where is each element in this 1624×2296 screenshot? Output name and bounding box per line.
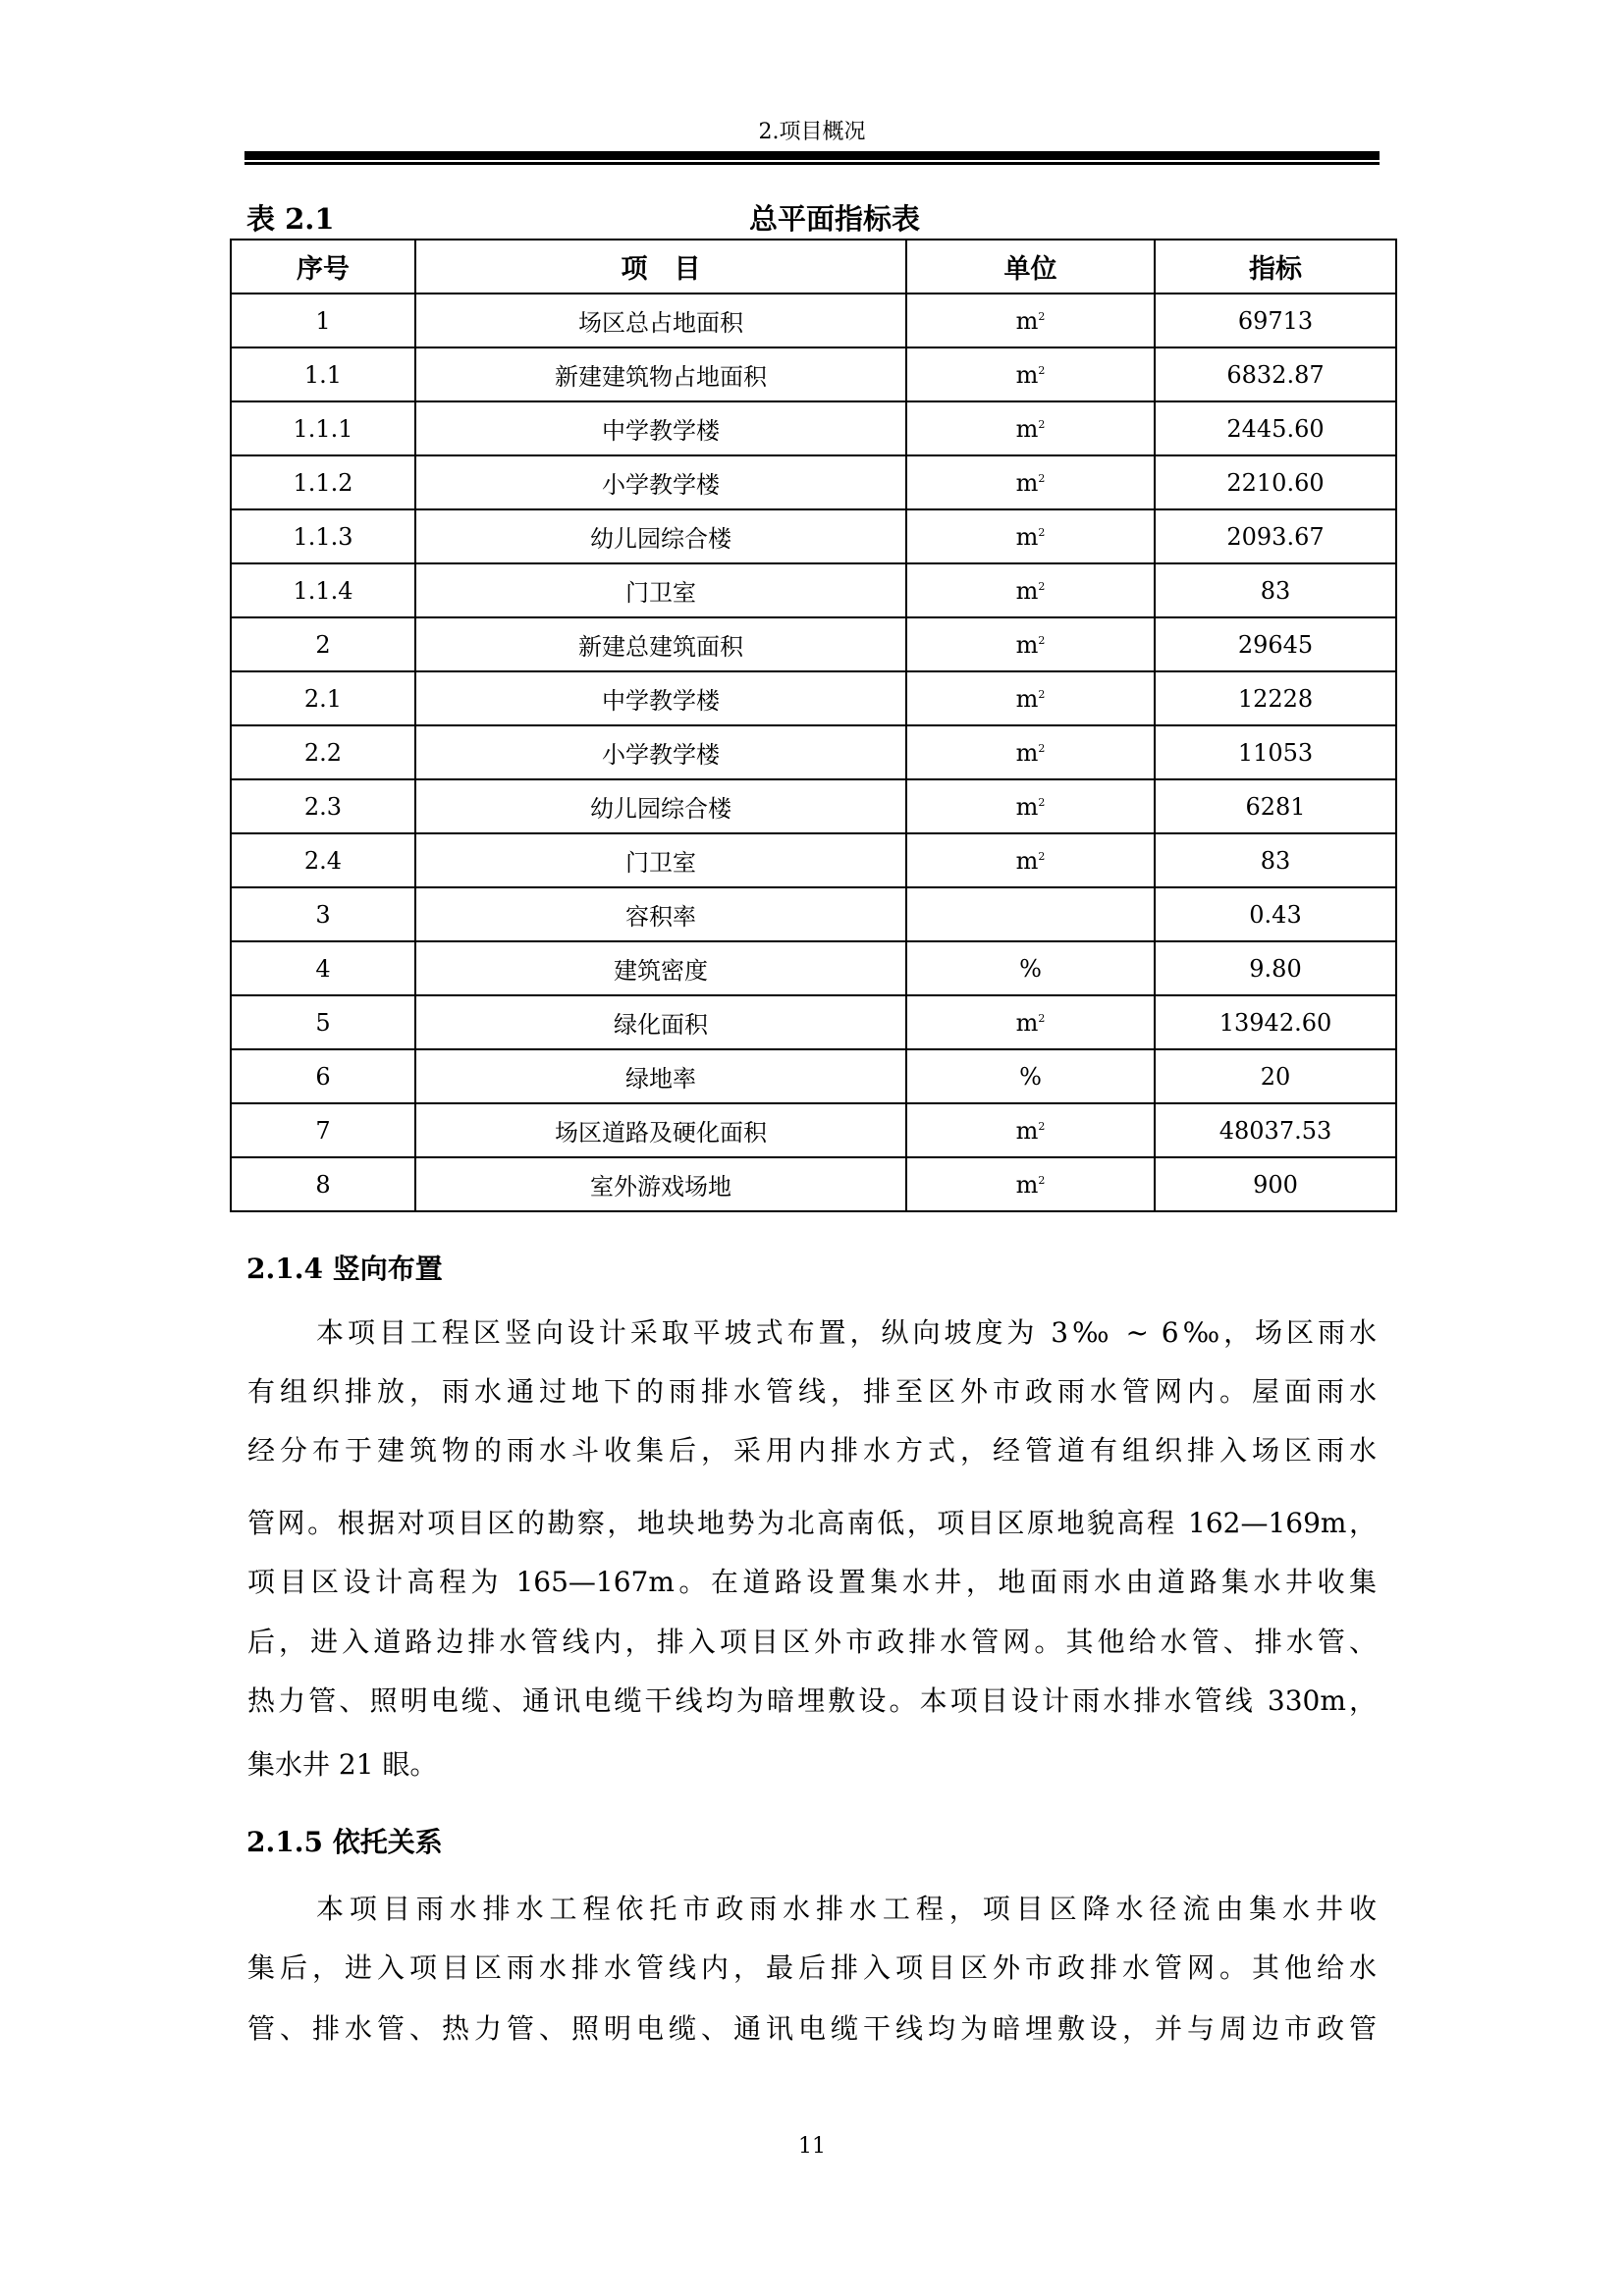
- cell-unit: $m^2$: [906, 347, 1155, 401]
- cell-item: 容积率: [415, 887, 906, 941]
- unit-superscript: 2: [1038, 309, 1046, 323]
- cell-no: 3: [231, 887, 415, 941]
- cell-no: 1.1.1: [231, 401, 415, 455]
- cell-item: 中学教学楼: [415, 401, 906, 455]
- body-line: 经分布于建筑物的雨水斗收集后，采用内排水方式，经管道有组织排入场区雨水: [247, 1434, 1377, 1467]
- cell-unit: %: [906, 1049, 1155, 1103]
- unit-superscript: 2: [1038, 417, 1046, 431]
- cell-item: 幼儿园综合楼: [415, 779, 906, 833]
- cell-value: 12228: [1155, 671, 1396, 725]
- cell-value: 2210.60: [1155, 455, 1396, 509]
- cell-item: 小学教学楼: [415, 455, 906, 509]
- body-line: 集水井 21 眼。: [247, 1748, 438, 1781]
- unit-superscript: 2: [1038, 633, 1046, 647]
- header-no: 序号: [231, 240, 415, 294]
- cell-item: 场区总占地面积: [415, 294, 906, 347]
- cell-item: 小学教学楼: [415, 725, 906, 779]
- cell-unit: $m^2$: [906, 455, 1155, 509]
- cell-unit: [906, 887, 1155, 941]
- unit-superscript: 2: [1038, 363, 1046, 377]
- cell-item: 门卫室: [415, 563, 906, 617]
- cell-no: 1: [231, 294, 415, 347]
- cell-value: 900: [1155, 1157, 1396, 1211]
- table-row: [231, 995, 1396, 1049]
- cell-unit: $m^2$: [906, 779, 1155, 833]
- cell-unit: $m^2$: [906, 833, 1155, 887]
- cell-value: 20: [1155, 1049, 1396, 1103]
- body-line: 项目区设计高程为 165—167m。在道路设置集水井，地面雨水由道路集水井收集: [247, 1566, 1377, 1598]
- table-row: [231, 347, 1396, 401]
- unit-superscript: 2: [1038, 1011, 1046, 1025]
- section-heading-2-1-5: 2.1.5 依托关系: [246, 1826, 443, 1858]
- body-line: 管、排水管、热力管、照明电缆、通讯电缆干线均为暗埋敷设，并与周边市政管: [247, 2012, 1377, 2045]
- cell-no: 2.1: [231, 671, 415, 725]
- unit-superscript: 2: [1038, 579, 1046, 593]
- body-line: 集后，进入项目区雨水排水管线内，最后排入项目区外市政排水管网。其他给水: [247, 1951, 1377, 1984]
- cell-unit: $m^2$: [906, 1157, 1155, 1211]
- unit-superscript: 2: [1038, 687, 1046, 701]
- cell-unit: $m^2$: [906, 563, 1155, 617]
- table-row: [231, 887, 1396, 941]
- cell-unit: $m^2$: [906, 617, 1155, 671]
- table-row: [231, 294, 1396, 347]
- table-row: [231, 563, 1396, 617]
- unit-superscript: 2: [1038, 1173, 1046, 1187]
- table-row: [231, 725, 1396, 779]
- section-heading-2-1-4: 2.1.4 竖向布置: [246, 1253, 443, 1285]
- cell-no: 6: [231, 1049, 415, 1103]
- cell-no: 1.1: [231, 347, 415, 401]
- table-header-row: [231, 240, 1396, 294]
- cell-value: 9.80: [1155, 941, 1396, 995]
- cell-value: 11053: [1155, 725, 1396, 779]
- cell-value: 83: [1155, 833, 1396, 887]
- cell-item: 新建总建筑面积: [415, 617, 906, 671]
- cell-unit: $m^2$: [906, 509, 1155, 563]
- cell-item: 幼儿园综合楼: [415, 509, 906, 563]
- indicators-table: [230, 239, 1397, 1212]
- header-rule-thin: [244, 162, 1380, 165]
- cell-value: 2445.60: [1155, 401, 1396, 455]
- cell-item: 场区道路及硬化面积: [415, 1103, 906, 1157]
- cell-unit: $m^2$: [906, 401, 1155, 455]
- table-row: [231, 833, 1396, 887]
- header-item: 项 目: [415, 240, 906, 294]
- cell-no: 1.1.3: [231, 509, 415, 563]
- cell-unit: $m^2$: [906, 1103, 1155, 1157]
- cell-value: 13942.60: [1155, 995, 1396, 1049]
- table-row: [231, 455, 1396, 509]
- table-row: [231, 617, 1396, 671]
- cell-no: 1.1.4: [231, 563, 415, 617]
- cell-no: 2.3: [231, 779, 415, 833]
- cell-no: 2: [231, 617, 415, 671]
- cell-value: 29645: [1155, 617, 1396, 671]
- body-line: 热力管、照明电缆、通讯电缆干线均为暗埋敷设。本项目设计雨水排水管线 330m，: [247, 1684, 1377, 1717]
- table-row: [231, 779, 1396, 833]
- body-line: 有组织排放，雨水通过地下的雨排水管线，排至区外市政雨水管网内。屋面雨水: [247, 1375, 1377, 1408]
- cell-unit: $m^2$: [906, 995, 1155, 1049]
- cell-item: 新建建筑物占地面积: [415, 347, 906, 401]
- cell-value: 6832.87: [1155, 347, 1396, 401]
- table-number: 表 2.1: [246, 202, 335, 236]
- cell-value: 69713: [1155, 294, 1396, 347]
- table-row: [231, 671, 1396, 725]
- header-unit: 单位: [906, 240, 1155, 294]
- cell-item: 中学教学楼: [415, 671, 906, 725]
- table-row: [231, 941, 1396, 995]
- table-row: [231, 401, 1396, 455]
- body-line: 后，进入道路边排水管线内，排入项目区外市政排水管网。其他给水管、排水管、: [247, 1626, 1377, 1658]
- cell-value: 6281: [1155, 779, 1396, 833]
- body-line: 本项目工程区竖向设计采取平坡式布置，纵向坡度为 3‰ ~ 6‰，场区雨水: [316, 1316, 1377, 1349]
- unit-superscript: 2: [1038, 795, 1046, 809]
- cell-no: 2.4: [231, 833, 415, 887]
- page-number: 11: [798, 2134, 826, 2159]
- cell-no: 2.2: [231, 725, 415, 779]
- cell-item: 绿化面积: [415, 995, 906, 1049]
- cell-item: 建筑密度: [415, 941, 906, 995]
- cell-no: 4: [231, 941, 415, 995]
- header-rule-thick: [244, 151, 1380, 160]
- body-line: 本项目雨水排水工程依托市政雨水排水工程，项目区降水径流由集水井收: [316, 1893, 1377, 1925]
- cell-value: 0.43: [1155, 887, 1396, 941]
- table-row: [231, 1103, 1396, 1157]
- cell-item: 绿地率: [415, 1049, 906, 1103]
- cell-value: 2093.67: [1155, 509, 1396, 563]
- unit-superscript: 2: [1038, 471, 1046, 485]
- table-row: [231, 1157, 1396, 1211]
- cell-item: 室外游戏场地: [415, 1157, 906, 1211]
- table-row: [231, 1049, 1396, 1103]
- running-head: 2.项目概况: [758, 120, 866, 144]
- table-title: 总平面指标表: [748, 202, 920, 236]
- unit-superscript: 2: [1038, 849, 1046, 863]
- unit-superscript: 2: [1038, 1119, 1046, 1133]
- table-row: [231, 509, 1396, 563]
- cell-no: 7: [231, 1103, 415, 1157]
- body-line: 管网。根据对项目区的勘察，地块地势为北高南低，项目区原地貌高程 162—169m，: [247, 1507, 1377, 1539]
- unit-superscript: 2: [1038, 525, 1046, 539]
- cell-value: 83: [1155, 563, 1396, 617]
- cell-no: 1.1.2: [231, 455, 415, 509]
- cell-unit: $m^2$: [906, 725, 1155, 779]
- unit-superscript: 2: [1038, 741, 1046, 755]
- cell-unit: %: [906, 941, 1155, 995]
- header-value: 指标: [1155, 240, 1396, 294]
- cell-unit: $m^2$: [906, 294, 1155, 347]
- cell-value: 48037.53: [1155, 1103, 1396, 1157]
- cell-item: 门卫室: [415, 833, 906, 887]
- cell-no: 5: [231, 995, 415, 1049]
- cell-no: 8: [231, 1157, 415, 1211]
- cell-unit: $m^2$: [906, 671, 1155, 725]
